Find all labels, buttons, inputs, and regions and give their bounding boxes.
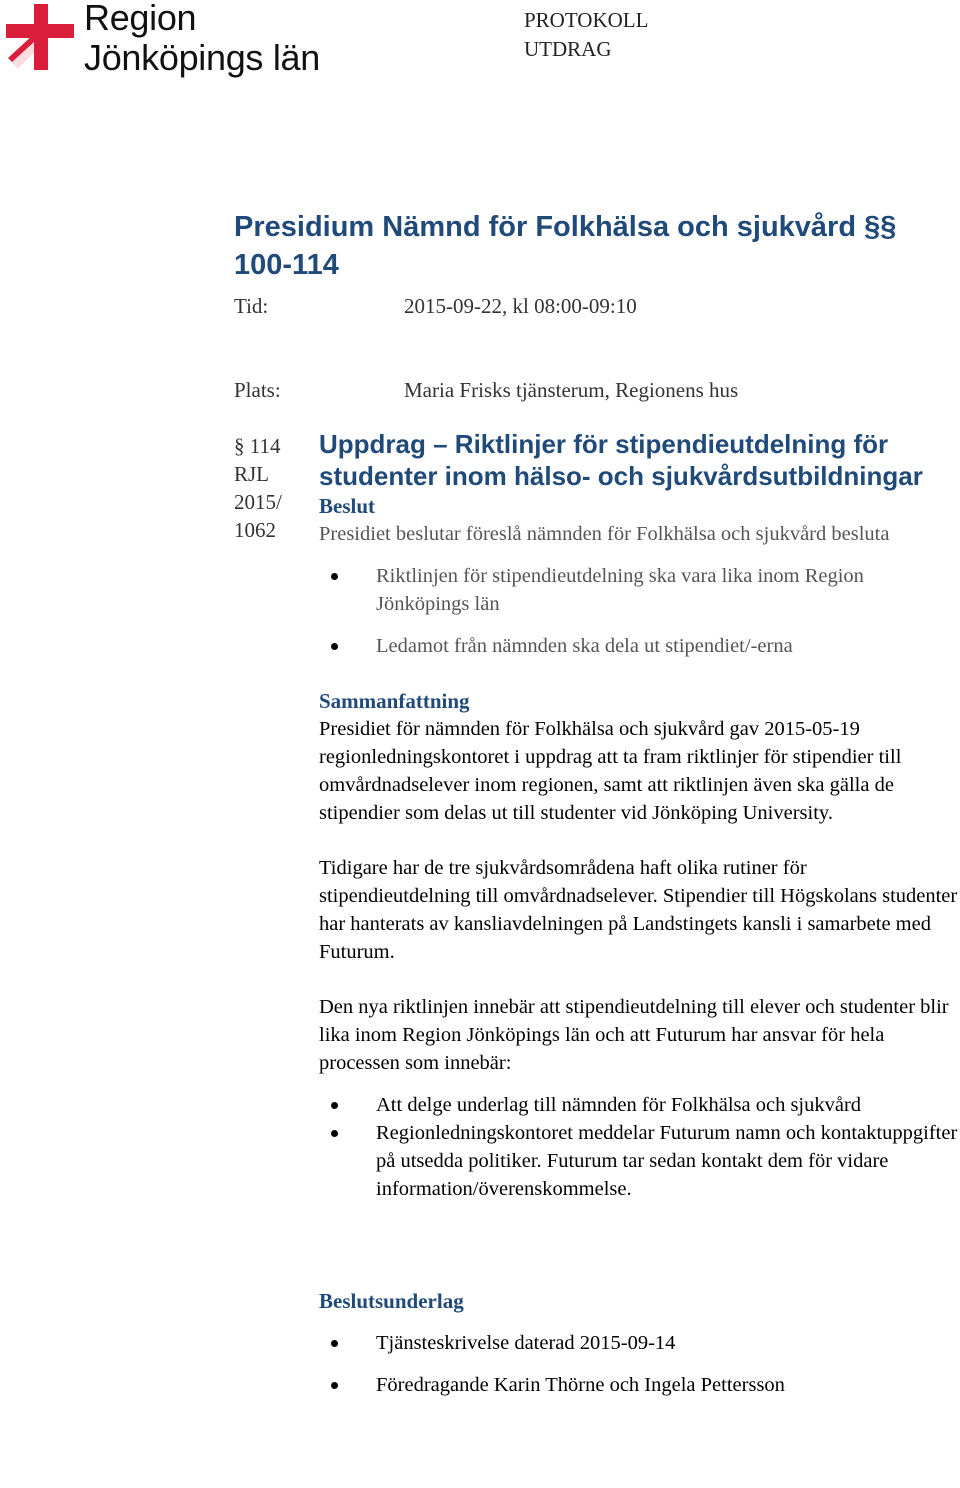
document-title: Presidium Nämnd för Folkhälsa och sjukvård §§ 100-114	[234, 211, 897, 281]
basis-list	[319, 1329, 959, 1399]
list-item: Ledamot från nämnden ska dela ut stipendiet/-erna	[319, 632, 959, 660]
beslut-list	[319, 562, 959, 660]
list-item: Riktlinjen för stipendieutdelning ska vara lika inom Region Jönköpings län	[319, 562, 959, 618]
list-item: Att delge underlag till nämnden för Folkhälsa och sjukvård	[319, 1091, 959, 1119]
list-item: Regionledningskontoret meddelar Futurum namn och kontaktuppgifter på utsedda politiker. Futurum tar sedan kontakt dem för vidare information/överenskommelse.	[319, 1119, 959, 1203]
summary-paragraph: Presidiet för nämnden för Folkhälsa och sjukvård gav 2015-05-19 regionledningskontoret i uppdrag att ta fram riktlinjer för stipendier till omvårdnadselever inom regionen, samt att riktlinjen även ska gälla de stipendier som delas ut till studenter vid Jönköping University.	[319, 718, 902, 824]
summary-paragraph: Den nya riktlinjen innebär att stipendieutdelning till elever och studenter blir lika inom Region Jönköpings län och att Futurum har ansvar för hela processen som innebär:	[319, 996, 949, 1074]
item-title: Uppdrag – Riktlinjer för stipendieutdelning för studenter inom hälso- och sjukvårdsutbildningar	[319, 429, 923, 491]
region-logo	[4, 0, 320, 78]
paragraph-number-line4: 1062	[234, 518, 276, 542]
place-value: Maria Frisks tjänsterum, Regionens hus	[404, 378, 739, 402]
logo-line2: Jönköpings län	[84, 37, 320, 78]
region-cross-logo-icon	[4, 2, 76, 72]
beslut-intro: Presidiet beslutar föreslå nämnden för Folkhälsa och sjukvård besluta	[319, 523, 890, 545]
beslut-heading: Beslut	[319, 494, 376, 518]
paragraph-number-line1: § 114	[234, 434, 281, 458]
paragraph-number-line2: RJL	[234, 462, 270, 486]
document-type	[524, 6, 648, 64]
list-item: Föredragande Karin Thörne och Ingela Pettersson	[319, 1371, 959, 1399]
logo-line1: Region	[84, 0, 197, 38]
paragraph-number-line3: 2015/	[234, 490, 282, 514]
summary-paragraph: Tidigare har de tre sjukvårdsområdena haft olika rutiner för stipendieutdelning till omvårdnadselever. Stipendier till Högskolans studenter har hanterats av kansliavdelningen på Landstingets kansli i samarbete med Futurum.	[319, 857, 958, 963]
item-content	[319, 428, 959, 1399]
logo-wordmark	[84, 0, 320, 78]
process-list	[319, 1091, 959, 1203]
time-value: 2015-09-22, kl 08:00-09:10	[404, 294, 637, 318]
list-item: Tjänsteskrivelse daterad 2015-09-14	[319, 1329, 959, 1357]
time-label: Tid:	[234, 294, 269, 318]
paragraph-number	[234, 432, 304, 544]
summary-heading: Sammanfattning	[319, 689, 470, 713]
basis-heading: Beslutsunderlag	[319, 1289, 464, 1313]
document-type-line1: PROTOKOLL	[524, 8, 649, 32]
place-label: Plats:	[234, 378, 281, 402]
document-type-line2: UTDRAG	[524, 37, 612, 61]
